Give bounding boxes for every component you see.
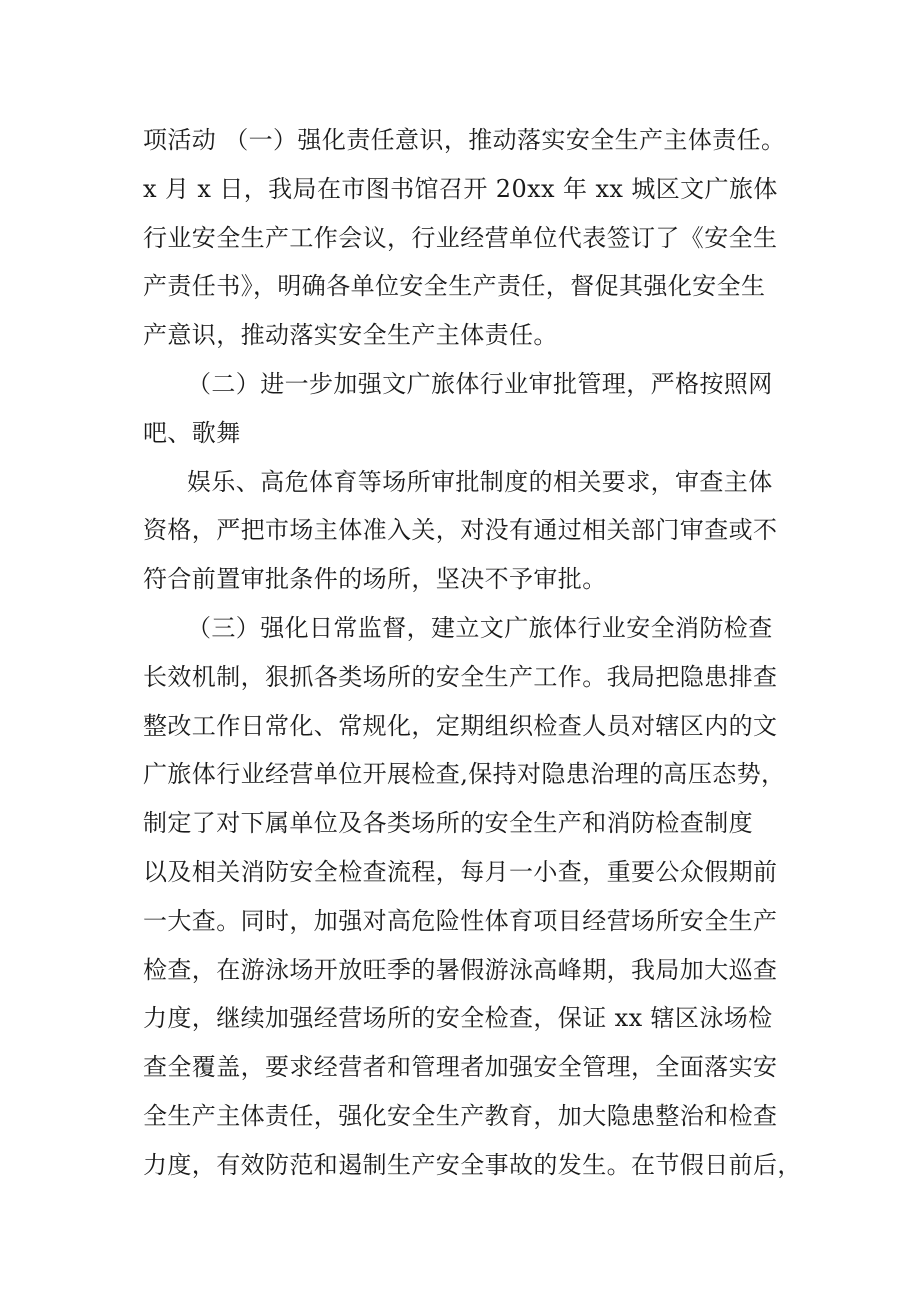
text-line: 吧、歌舞 — [143, 418, 241, 447]
document-body — [143, 116, 803, 1190]
text-line: 符合前置审批条件的场所，坚决不予审批。 — [143, 565, 607, 594]
paragraph-start-line: 娱乐、高危体育等场所审批制度的相关要求，审查主体 — [187, 467, 773, 496]
text-line: 产责任书》，明确各单位安全生产责任，督促其强化安全生 — [143, 272, 766, 301]
text-line: 力度，有效防范和遏制生产安全事故的发生。在节假日前后， — [143, 1150, 802, 1179]
text-line: 力度，继续加强经营场所的安全检查，保证 xx 辖区泳场检 — [143, 1004, 773, 1033]
text-line: 查全覆盖，要求经营者和管理者加强安全管理，全面落实安 — [143, 1053, 778, 1082]
text-line: 项活动 （一）强化责任意识，推动落实安全生产主体责任。 — [143, 126, 786, 154]
text-line: 行业安全生产工作会议，行业经营单位代表签订了《安全生 — [143, 223, 778, 252]
text-line: 资格，严把市场主体准入关，对没有通过相关部门审查或不 — [143, 516, 778, 545]
text-line: 整改工作日常化、常规化，定期组织检查人员对辖区内的文 — [143, 711, 778, 740]
text-line: 长效机制，狠抓各类场所的安全生产工作。我局把隐患排查 — [143, 662, 778, 691]
text-line: 一大查。同时，加强对高危险性体育项目经营场所安全生产 — [143, 906, 778, 935]
text-line: 全生产主体责任，强化安全生产教育，加大隐患整治和检查 — [143, 1101, 778, 1130]
paragraph-start-line: （三）强化日常监督，建立文广旅体行业安全消防检查 — [187, 613, 773, 642]
text-line: 检查，在游泳场开放旺季的暑假游泳高峰期，我局加大巡查 — [143, 955, 778, 984]
text-line: 广旅体行业经营单位开展检查,保持对隐患治理的高压态势， — [143, 760, 786, 789]
paragraph-start-line: （二）进一步加强文广旅体行业审批管理，严格按照网 — [187, 369, 773, 398]
text-line: 以及相关消防安全检查流程，每月一小查，重要公众假期前 — [143, 857, 778, 886]
text-line: x 月 x 日，我局在市图书馆召开 20xx 年 xx 城区文广旅体 — [143, 174, 778, 203]
text-line: 产意识，推动落实安全生产主体责任。 — [143, 321, 558, 350]
text-line: 制定了对下属单位及各类场所的安全生产和消防检查制度 — [143, 809, 753, 838]
